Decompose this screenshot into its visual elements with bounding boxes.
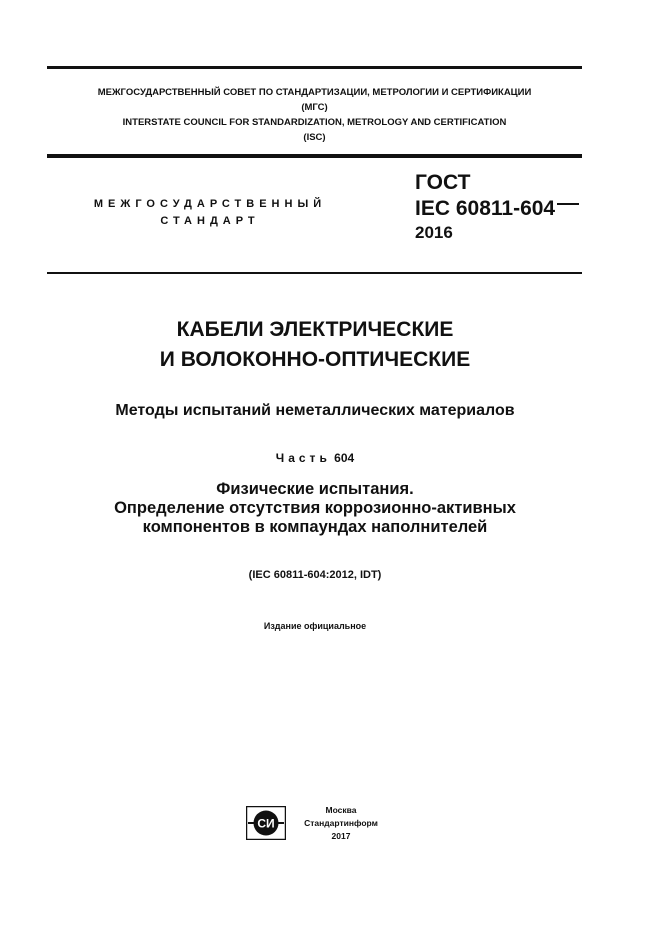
- part-label: Часть: [275, 451, 331, 465]
- designation-dash: [557, 203, 579, 205]
- part-number: [40, 449, 590, 467]
- designation-number-text: IEC 60811-604: [415, 197, 556, 220]
- imprint-publisher: Стандартинформ: [304, 818, 378, 828]
- title-line2: И ВОЛОКОННО-ОПТИЧЕСКИЕ: [159, 348, 471, 371]
- standard-designation: [415, 170, 579, 244]
- publisher-imprint: [296, 804, 386, 843]
- standard-kind-line1: МЕЖГОСУДАРСТВЕННЫЙ: [93, 198, 327, 210]
- standard-kind-line2: СТАНДАРТ: [160, 215, 260, 227]
- international-reference: (IEC 60811-604:2012, IDT): [248, 569, 382, 581]
- middle-rule: [47, 154, 582, 158]
- designation-gost: ГОСТ: [415, 171, 471, 194]
- council-header: [47, 85, 582, 145]
- part-title: [40, 480, 590, 537]
- part-title-line1: Физические испытания.: [216, 480, 414, 498]
- edition-note: Издание официальное: [263, 621, 367, 631]
- title-line1: КАБЕЛИ ЭЛЕКТРИЧЕСКИЕ: [176, 318, 454, 341]
- imprint-city: Москва: [325, 805, 357, 815]
- standard-kind: [70, 196, 350, 230]
- designation-number: [415, 196, 579, 222]
- top-rule: [47, 66, 582, 69]
- designation-year: 2016: [415, 223, 453, 242]
- council-abbr-en: (ISC): [303, 132, 326, 143]
- bottom-rule: [47, 272, 582, 274]
- council-name-ru: МЕЖГОСУДАРСТВЕННЫЙ СОВЕТ ПО СТАНДАРТИЗАЦИИ, МЕТРОЛОГИИ И СЕРТИФИКАЦИИ: [97, 87, 532, 98]
- document-subtitle: Методы испытаний неметаллических материалов: [115, 402, 515, 419]
- document-title: [60, 315, 570, 375]
- council-name-en: INTERSTATE COUNCIL FOR STANDARDIZATION, METROLOGY AND CERTIFICATION: [122, 117, 507, 128]
- council-abbr-ru: (МГС): [301, 102, 328, 113]
- standartinform-logo-icon: [246, 806, 286, 840]
- part-title-line3: компонентов в компаундах наполнителей: [142, 518, 488, 536]
- logo-letters: СИ: [257, 816, 275, 831]
- part-title-line2: Определение отсутствия коррозионно-активных: [114, 499, 516, 517]
- part-number-value: 604: [334, 451, 355, 465]
- imprint-year: 2017: [331, 831, 351, 841]
